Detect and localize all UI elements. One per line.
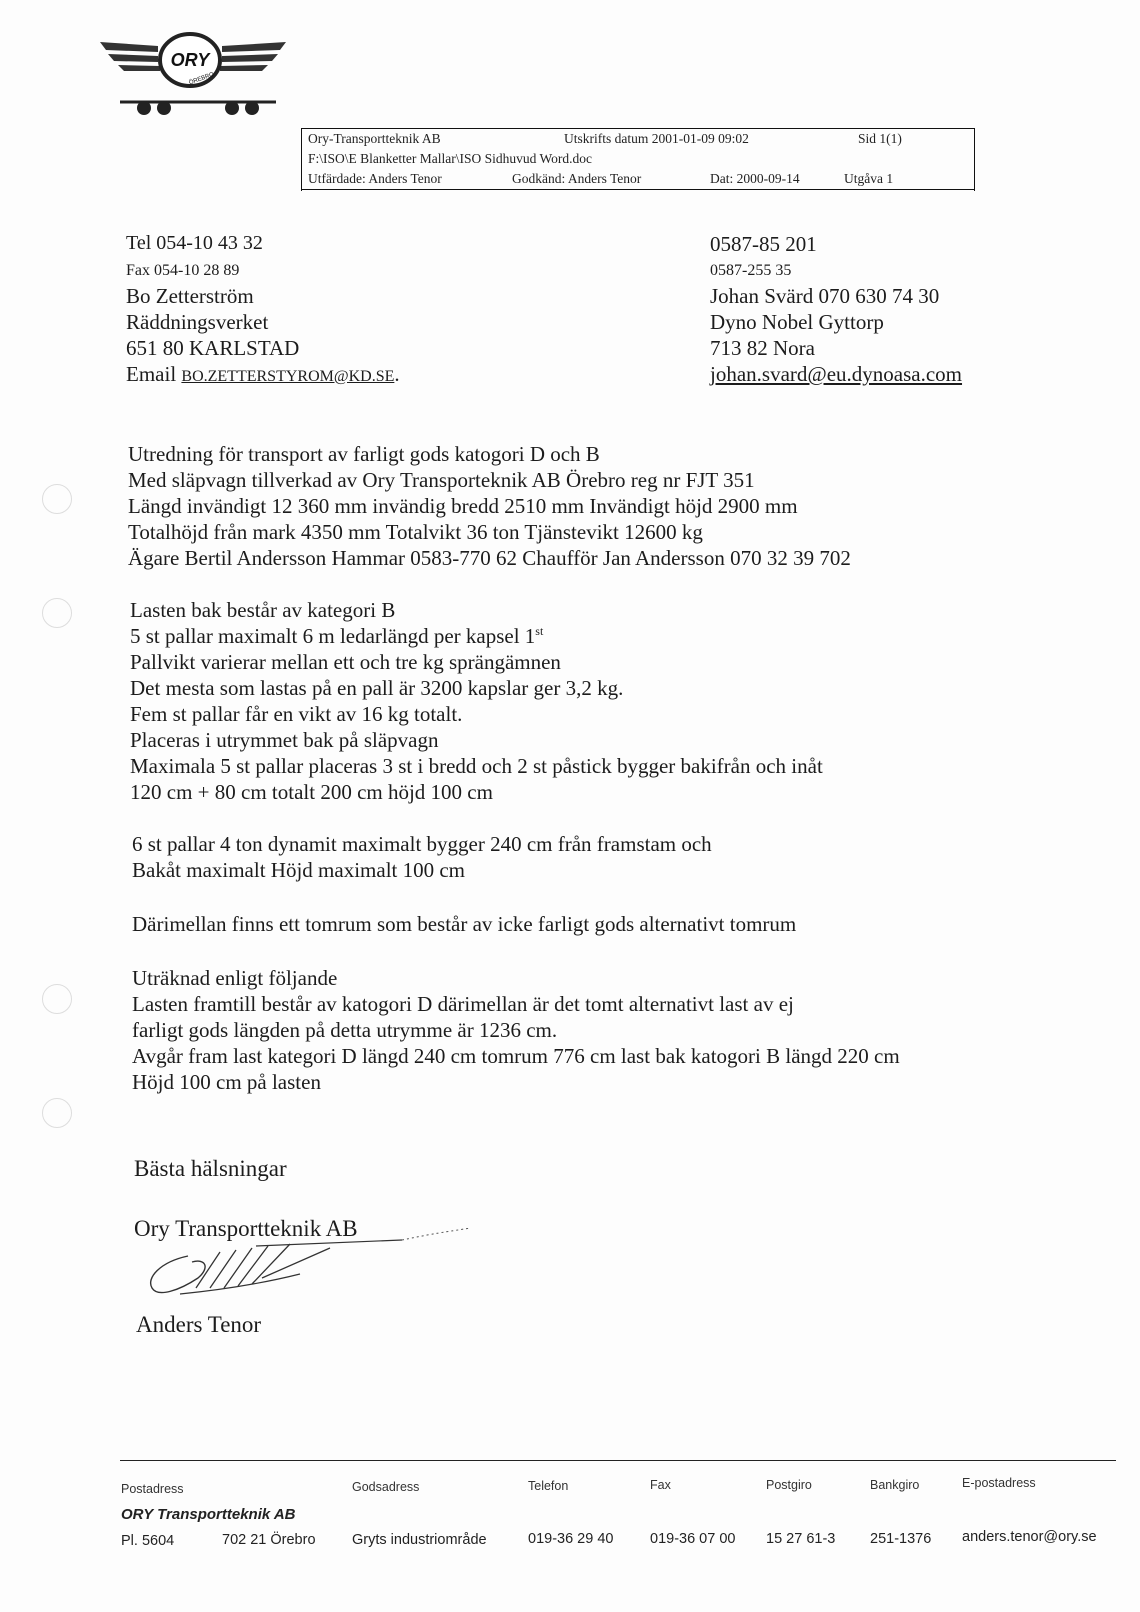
svg-text:ORY: ORY (170, 50, 210, 70)
right-email-link[interactable]: johan.svard@eu.dynoasa.com (710, 362, 963, 386)
footer-label-epost: E-postadress (962, 1476, 1036, 1490)
calc-line: Höjd 100 cm på lasten (132, 1070, 321, 1094)
svg-text:ÖREBRO: ÖREBRO (188, 71, 215, 87)
front-load-line: 6 st pallar 4 ton dynamit maximalt bygger 240 cm från framstam och (132, 832, 712, 856)
header-date: Dat: 2000-09-14 (710, 171, 800, 186)
calc-line: Avgår fram last kategori D längd 240 cm tomrum 776 cm last bak katogori B längd 220 cm (132, 1044, 900, 1068)
front-load-line: Bakåt maximalt Höjd maximalt 100 cm (132, 858, 466, 882)
footer-fax: 019-36 07 00 (650, 1531, 736, 1547)
footer-label-fax: Fax (650, 1478, 671, 1492)
punch-hole (42, 598, 72, 628)
right-phone: 0587-85 201 (710, 232, 817, 256)
punch-hole (42, 984, 72, 1014)
header-company: Ory-Transportteknik AB (308, 131, 441, 146)
rear-load-line: Lasten bak består av kategori B (130, 598, 396, 622)
rear-load-line: Fem st pallar får en vikt av 16 kg totalt. (130, 702, 463, 726)
header-edition: Utgåva 1 (844, 171, 894, 186)
header-issued-by: Utfärdade: Anders Tenor (308, 171, 442, 186)
rear-load-line: 120 cm + 80 cm totalt 200 cm höjd 100 cm (130, 780, 493, 804)
signer-name: Anders Tenor (136, 1312, 262, 1337)
footer-postgiro: 15 27 61-3 (766, 1531, 836, 1547)
left-fax: Fax 054-10 28 89 (126, 262, 240, 279)
calc-line: Lasten framtill består av katogori D därimellan är det tomt alternativt last av ej (132, 992, 794, 1016)
left-org: Räddningsverket (126, 310, 269, 334)
intro-line: Längd invändigt 12 360 mm invändig bredd 2510 mm Invändigt höjd 2900 mm (128, 494, 798, 518)
rear-load-line: Maximala 5 st pallar placeras 3 st i bredd och 2 st påstick bygger bakifrån och inåt (130, 754, 823, 778)
footer-phone: 019-36 29 40 (528, 1531, 614, 1547)
punch-hole (42, 484, 72, 514)
left-email-suffix: . (394, 362, 400, 386)
footer-label-postadress: Postadress (121, 1482, 184, 1496)
right-email-line (710, 362, 962, 387)
header-approved-by: Godkänd: Anders Tenor (512, 171, 642, 186)
ory-logo (98, 20, 288, 120)
rear-load-text: 5 st pallar maximalt 6 m ledarlängd per kapsel 1 (130, 624, 536, 648)
right-address: 713 82 Nora (710, 336, 815, 360)
calc-line: farligt gods längden på detta utrymme är 1236 cm. (132, 1018, 558, 1042)
footer-goods-address: Gryts industriområde (352, 1532, 487, 1548)
left-address: 651 80 KARLSTAD (126, 336, 300, 360)
footer-postal: 702 21 Örebro (222, 1532, 316, 1548)
left-email-label: Email (126, 362, 182, 386)
footer-divider (120, 1460, 1116, 1461)
document-header-box (301, 128, 975, 191)
rear-load-line: Det mesta som lastas på en pall är 3200 kapslar ger 3,2 kg. (130, 676, 624, 700)
footer-label-postgiro: Postgiro (766, 1478, 812, 1492)
footer-label-bankgiro: Bankgiro (870, 1478, 920, 1492)
right-fax: 0587-255 35 (710, 262, 792, 279)
left-tel: Tel 054-10 43 32 (126, 232, 263, 254)
left-name: Bo Zetterström (126, 284, 254, 308)
rear-load-line: Pallvikt varierar mellan ett och tre kg sprängämnen (130, 650, 561, 674)
footer-label-telefon: Telefon (528, 1479, 569, 1493)
signature (140, 1228, 480, 1308)
closing-company: Ory Transportteknik AB (134, 1216, 358, 1241)
right-name: Johan Svärd 070 630 74 30 (710, 284, 940, 308)
right-org: Dyno Nobel Gyttorp (710, 310, 884, 334)
header-page: Sid 1(1) (858, 131, 902, 146)
header-print-date: Utskrifts datum 2001-01-09 09:02 (564, 131, 749, 146)
footer-po-box: Pl. 5604 (121, 1533, 175, 1549)
rear-load-line (130, 624, 543, 649)
intro-line: Med släpvagn tillverkad av Ory Transporteknik AB Örebro reg nr FJT 351 (128, 468, 755, 492)
superscript: st (535, 624, 544, 638)
calc-line: Uträknad enligt följande (132, 966, 338, 990)
header-file-path: F:\ISO\E Blanketter Mallar\ISO Sidhuvud Word.doc (308, 151, 593, 166)
punch-hole (42, 1098, 72, 1128)
intro-line: Utredning för transport av farligt gods katogori D och B (128, 442, 600, 466)
greeting: Bästa hälsningar (134, 1156, 287, 1181)
intro-line: Totalhöjd från mark 4350 mm Totalvikt 36 ton Tjänstevikt 12600 kg (128, 520, 703, 544)
left-email-line (126, 362, 400, 387)
footer-email[interactable]: anders.tenor@ory.se (962, 1529, 1097, 1545)
footer-company: ORY Transportteknik AB (121, 1506, 296, 1523)
left-email-link[interactable]: BO.ZETTERSTYROM@KD.SE (181, 368, 395, 385)
footer-label-godsadress: Godsadress (352, 1480, 420, 1494)
between-line: Därimellan finns ett tomrum som består av icke farligt gods alternativt tomrum (132, 912, 797, 936)
footer-bankgiro: 251-1376 (870, 1531, 932, 1547)
intro-line: Ägare Bertil Andersson Hammar 0583-770 62 Chaufför Jan Andersson 070 32 39 702 (128, 546, 851, 570)
rear-load-line: Placeras i utrymmet bak på släpvagn (130, 728, 439, 752)
